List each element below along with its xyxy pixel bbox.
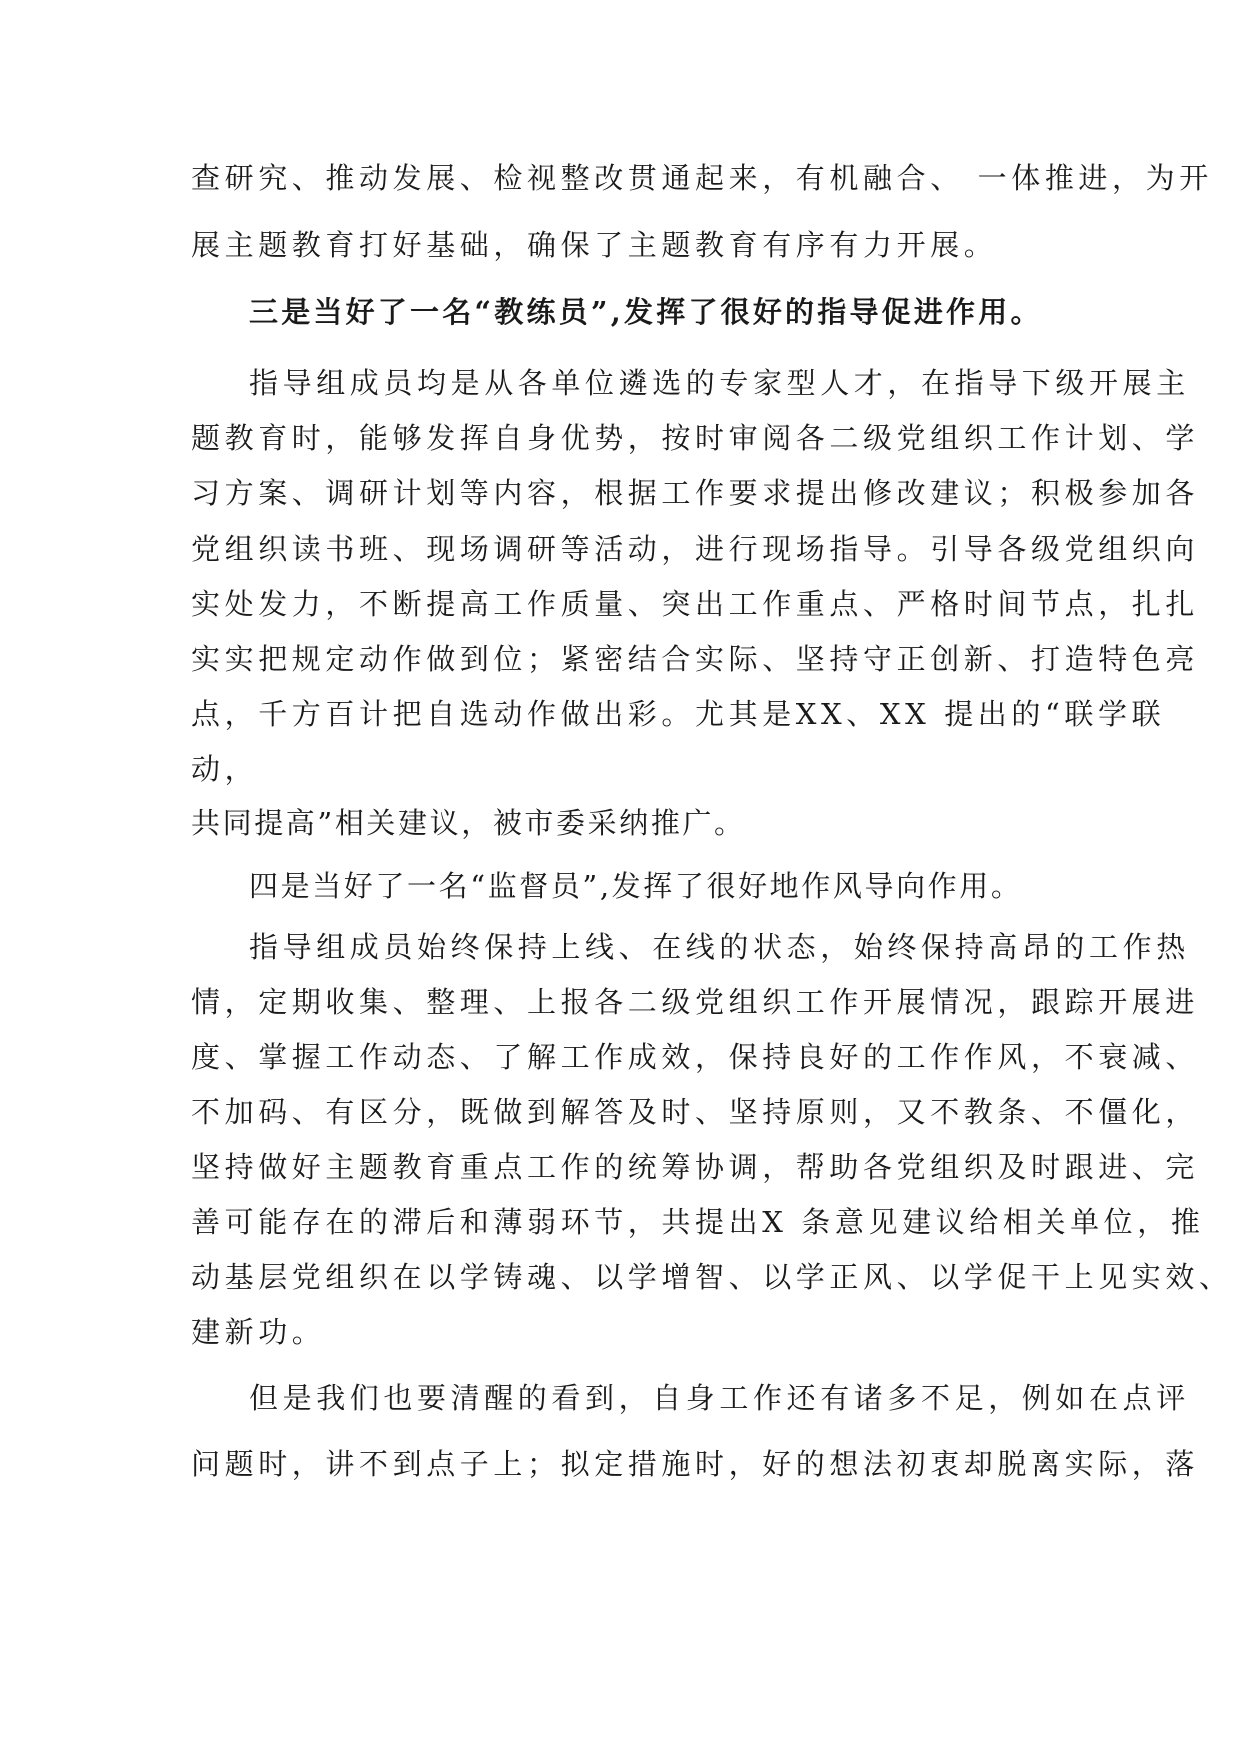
section-heading: 三是当好了一名“教练员”,发挥了很好的指导促进作用。 [249,295,1043,329]
body-text-line: 但是我们也要清醒的看到，自身工作还有诸多不足，例如在点评 [249,1381,1190,1415]
body-text-line: 共同提高”相关建议，被市委采纳推广。 [191,806,746,840]
body-text-line: 动， [191,752,259,786]
body-text-line: 建新功。 [191,1315,326,1349]
body-text-line: 实实把规定动作做到位；紧密结合实际、坚持守正创新、打造特色亮 [191,642,1200,676]
body-text-line: 指导组成员均是从各单位遴选的专家型人才，在指导下级开展主 [249,366,1190,400]
body-text-line: 题教育时，能够发挥自身优势，按时审阅各二级党组织工作计划、学 [191,421,1200,455]
body-text-line: 问题时，讲不到点子上；拟定措施时，好的想法初衷却脱离实际，落 [191,1447,1200,1481]
body-text-line: 指导组成员始终保持上线、在线的状态，始终保持高昂的工作热 [249,930,1190,964]
body-text-line: 情，定期收集、整理、上报各二级党组织工作开展情况，跟踪开展进 [191,985,1200,1019]
section-heading: 四是当好了一名“监督员”,发挥了很好地作风导向作用。 [249,869,1023,903]
body-text-line: 查研究、推动发展、检视整改贯通起来，有机融合、 一体推进，为开 [191,161,1213,195]
body-text-line: 实处发力，不断提高工作质量、突出工作重点、严格时间节点，扎扎 [191,587,1200,621]
body-text-line: 习方案、调研计划等内容，根据工作要求提出修改建议；积极参加各 [191,476,1200,510]
body-text-line: 党组织读书班、现场调研等活动，进行现场指导。引导各级党组织向 [191,532,1200,566]
body-text-line: 不加码、有区分，既做到解答及时、坚持原则，又不教条、不僵化， [191,1095,1200,1129]
body-text-line: 动基层党组织在以学铸魂、以学增智、以学正风、以学促干上见实效、 [191,1260,1233,1294]
body-text-line: 坚持做好主题教育重点工作的统筹协调，帮助各党组织及时跟进、完 [191,1150,1200,1184]
body-text-line: 善可能存在的滞后和薄弱环节，共提出X 条意见建议给相关单位，推 [191,1205,1205,1239]
body-text-line: 展主题教育打好基础，确保了主题教育有序有力开展。 [191,228,998,262]
body-text-line: 点，千方百计把自选动作做出彩。尤其是XX、XX 提出的“联学联 [191,697,1166,731]
body-text-line: 度、掌握工作动态、了解工作成效，保持良好的工作作风，不衰减、 [191,1040,1200,1074]
